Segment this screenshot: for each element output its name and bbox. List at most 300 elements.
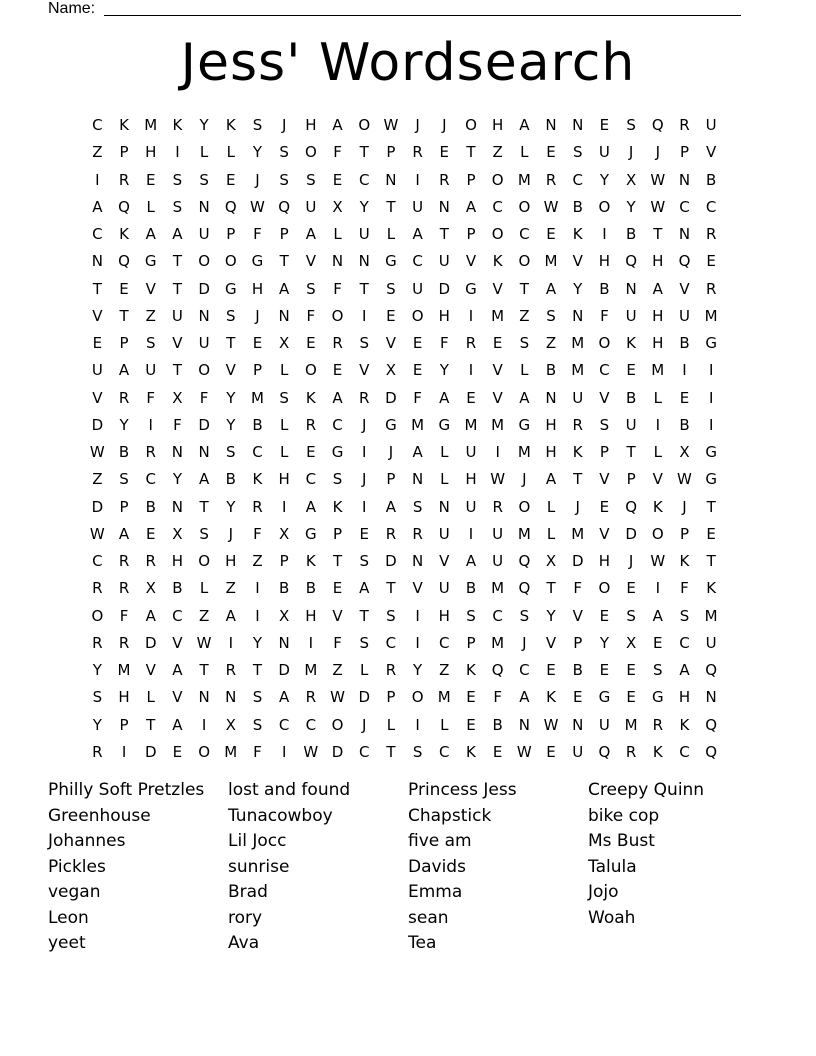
grid-letter: U bbox=[598, 715, 610, 734]
grid-letter: P bbox=[599, 443, 609, 461]
grid-letter: W bbox=[543, 197, 559, 216]
grid-letter: S bbox=[226, 443, 236, 461]
grid-letter: L bbox=[333, 225, 342, 243]
grid-row bbox=[84, 713, 725, 740]
grid-letter: Q bbox=[518, 579, 531, 598]
grid-letter: R bbox=[92, 579, 103, 598]
word-list-item: Davids bbox=[408, 856, 466, 877]
grid-letter: I bbox=[201, 715, 207, 734]
grid-letter: K bbox=[332, 497, 343, 516]
grid-letter: S bbox=[359, 552, 369, 570]
grid-row bbox=[84, 604, 725, 631]
grid-letter: R bbox=[625, 742, 637, 761]
grid-letter: T bbox=[626, 443, 636, 461]
grid-letter: N bbox=[705, 688, 717, 707]
grid-letter: N bbox=[545, 388, 557, 407]
grid-letter: N bbox=[171, 443, 184, 461]
grid-letter: G bbox=[144, 252, 157, 271]
grid-letter: C bbox=[572, 170, 583, 189]
grid-letter: S bbox=[119, 470, 129, 489]
grid-letter: J bbox=[255, 306, 260, 325]
grid-letter: Y bbox=[226, 497, 236, 516]
grid-letter: V bbox=[599, 388, 610, 407]
grid-letter: H bbox=[225, 552, 237, 570]
grid-letter: S bbox=[519, 334, 530, 352]
grid-letter: Q bbox=[118, 197, 130, 216]
grid-letter: C bbox=[358, 170, 370, 189]
grid-letter: Q bbox=[224, 197, 237, 216]
grid-letter: E bbox=[626, 688, 636, 707]
grid-letter: D bbox=[144, 633, 157, 652]
grid-letter: R bbox=[705, 279, 717, 298]
grid-letter: Y bbox=[439, 361, 449, 380]
name-underline bbox=[104, 15, 741, 16]
grid-letter: H bbox=[492, 116, 504, 134]
grid-letter: I bbox=[255, 579, 260, 598]
grid-letter: B bbox=[145, 497, 156, 516]
grid-letter: V bbox=[172, 334, 183, 352]
grid-letter: U bbox=[198, 334, 210, 352]
grid-letter: J bbox=[575, 497, 580, 516]
grid-letter: S bbox=[412, 497, 423, 516]
grid-letter: F bbox=[680, 579, 689, 598]
grid-letter: V bbox=[706, 143, 717, 162]
grid-letter: M bbox=[704, 306, 718, 325]
grid-letter: M bbox=[144, 116, 158, 134]
grid-letter: O bbox=[598, 579, 611, 598]
grid-letter: D bbox=[198, 279, 210, 298]
grid-letter: D bbox=[278, 661, 290, 679]
grid-letter: A bbox=[332, 388, 343, 407]
grid-letter: H bbox=[652, 252, 664, 271]
grid-letter: E bbox=[332, 579, 343, 598]
grid-letter: I bbox=[281, 742, 287, 761]
grid-letter: E bbox=[145, 170, 156, 189]
grid-letter: H bbox=[171, 552, 184, 570]
grid-letter: B bbox=[625, 388, 637, 407]
grid-letter: Q bbox=[625, 252, 637, 271]
grid-letter: O bbox=[198, 552, 210, 570]
grid-letter: N bbox=[198, 688, 210, 707]
grid-letter: R bbox=[652, 715, 663, 734]
grid-letter: E bbox=[172, 742, 183, 761]
grid-letter: Z bbox=[545, 334, 557, 352]
grid-letter: A bbox=[519, 388, 530, 407]
grid-letter: C bbox=[439, 742, 450, 761]
grid-letter: Q bbox=[705, 715, 718, 734]
grid-letter: E bbox=[92, 334, 103, 352]
grid-letter: N bbox=[518, 715, 530, 734]
grid-letter: G bbox=[705, 470, 717, 489]
grid-letter: C bbox=[145, 470, 156, 489]
grid-letter: U bbox=[358, 225, 370, 243]
grid-letter: P bbox=[573, 633, 583, 652]
grid-letter: C bbox=[679, 742, 690, 761]
grid-letter: B bbox=[572, 197, 583, 216]
grid-letter: C bbox=[278, 715, 290, 734]
word-list-item: Ava bbox=[228, 933, 260, 953]
grid-letter: H bbox=[598, 552, 611, 570]
grid-letter: A bbox=[118, 361, 130, 380]
grid-letter: V bbox=[332, 606, 343, 625]
grid-row bbox=[84, 522, 725, 549]
grid-letter: A bbox=[545, 470, 557, 489]
grid-letter: Q bbox=[705, 742, 718, 761]
grid-letter: N bbox=[438, 197, 450, 216]
grid-letter: T bbox=[706, 552, 716, 570]
grid-letter: R bbox=[305, 688, 317, 707]
grid-letter: C bbox=[305, 715, 317, 734]
grid-letter: S bbox=[386, 606, 396, 625]
grid-letter: T bbox=[359, 143, 369, 162]
word-list-item: Ms Bust bbox=[588, 831, 655, 851]
grid-letter: G bbox=[705, 334, 717, 352]
grid-letter: A bbox=[145, 606, 156, 625]
grid-letter: I bbox=[362, 306, 367, 325]
grid-letter: A bbox=[172, 661, 183, 679]
word-list-item: Emma bbox=[408, 882, 463, 902]
grid-letter: U bbox=[625, 306, 637, 325]
grid-letter: N bbox=[91, 252, 103, 271]
word-list-item bbox=[588, 931, 768, 957]
word-list-item: sean bbox=[408, 907, 449, 928]
grid-letter: K bbox=[225, 116, 236, 134]
grid-letter: V bbox=[92, 388, 103, 407]
grid-letter: O bbox=[358, 116, 371, 134]
grid-letter: E bbox=[332, 361, 343, 380]
grid-letter: N bbox=[678, 170, 691, 189]
grid-letter: M bbox=[571, 361, 585, 380]
grid-letter: S bbox=[519, 606, 530, 625]
grid-letter: E bbox=[546, 143, 556, 162]
grid-letter: V bbox=[572, 606, 583, 625]
grid-letter: S bbox=[626, 606, 636, 625]
word-list-item: Philly Soft Pretzles bbox=[48, 780, 205, 800]
grid-letter: H bbox=[438, 306, 450, 325]
grid-letter: R bbox=[118, 579, 130, 598]
grid-letter: T bbox=[119, 306, 129, 325]
grid-letter: H bbox=[145, 143, 157, 162]
grid-letter: S bbox=[386, 279, 396, 298]
grid-letter: W bbox=[196, 633, 212, 652]
grid-letter: T bbox=[386, 579, 396, 598]
grid-letter: X bbox=[279, 334, 290, 352]
grid-row bbox=[84, 222, 725, 249]
grid-letter: Q bbox=[625, 497, 637, 516]
grid-letter: M bbox=[491, 633, 505, 652]
grid-letter: M bbox=[517, 443, 531, 461]
grid-letter: K bbox=[652, 742, 663, 761]
grid-letter: Y bbox=[226, 415, 236, 434]
grid-letter: O bbox=[465, 116, 477, 134]
grid-letter: T bbox=[199, 661, 209, 679]
grid-letter: D bbox=[571, 552, 584, 570]
grid-letter: R bbox=[412, 524, 423, 543]
grid-letter: E bbox=[679, 388, 690, 407]
grid-letter: H bbox=[545, 415, 557, 434]
grid-letter: M bbox=[437, 688, 451, 707]
grid-letter: K bbox=[119, 116, 129, 134]
grid-letter: Y bbox=[359, 197, 369, 216]
grid-letter: G bbox=[651, 688, 664, 707]
grid-letter: E bbox=[626, 361, 636, 380]
grid-letter: R bbox=[679, 116, 690, 134]
grid-letter: Y bbox=[172, 470, 182, 489]
grid-letter: J bbox=[655, 143, 660, 162]
grid-letter: P bbox=[386, 688, 396, 707]
grid-letter: P bbox=[466, 225, 476, 243]
grid-letter: A bbox=[545, 279, 557, 298]
grid-letter: S bbox=[679, 606, 690, 625]
grid-letter: E bbox=[546, 742, 556, 761]
grid-letter: R bbox=[92, 633, 103, 652]
grid-letter: Y bbox=[626, 197, 636, 216]
grid-letter: V bbox=[412, 579, 423, 598]
grid-row bbox=[84, 413, 725, 440]
grid-letter: B bbox=[625, 225, 637, 243]
grid-letter: N bbox=[225, 688, 237, 707]
grid-letter: C bbox=[92, 552, 103, 570]
grid-letter: F bbox=[173, 415, 182, 434]
grid-letter: P bbox=[386, 470, 396, 489]
grid-letter: F bbox=[333, 633, 342, 652]
grid-letter: A bbox=[385, 497, 397, 516]
word-list-item: Tunacowboy bbox=[228, 805, 333, 826]
grid-letter: D bbox=[438, 279, 451, 298]
grid-letter: B bbox=[572, 661, 583, 679]
grid-row bbox=[84, 140, 725, 167]
grid-letter: V bbox=[492, 279, 503, 298]
grid-letter: U bbox=[705, 116, 717, 134]
grid-letter: X bbox=[279, 524, 290, 543]
word-list-item: bike cop bbox=[588, 805, 660, 826]
name-field[interactable] bbox=[48, 0, 748, 20]
grid-letter: I bbox=[148, 415, 153, 434]
word-list-item: Lil Jocc bbox=[228, 831, 287, 851]
grid-letter: K bbox=[546, 688, 556, 707]
grid-letter: R bbox=[465, 334, 477, 352]
grid-letter: N bbox=[572, 715, 584, 734]
grid-letter: C bbox=[439, 633, 450, 652]
grid-letter: L bbox=[386, 225, 396, 243]
grid-letter: O bbox=[651, 524, 664, 543]
grid-letter: V bbox=[599, 470, 610, 489]
grid-letter: B bbox=[679, 334, 690, 352]
grid-letter: V bbox=[305, 252, 316, 271]
grid-letter: W bbox=[490, 470, 506, 489]
grid-letter: B bbox=[545, 361, 557, 380]
grid-letter: D bbox=[385, 388, 397, 407]
grid-letter: B bbox=[679, 415, 690, 434]
grid-letter: I bbox=[121, 742, 127, 761]
grid-letter: S bbox=[653, 661, 663, 679]
grid-letter: C bbox=[385, 633, 397, 652]
grid-letter: X bbox=[385, 361, 397, 380]
grid-letter: S bbox=[572, 143, 583, 162]
grid-letter: R bbox=[385, 661, 397, 679]
grid-letter: F bbox=[413, 388, 422, 407]
grid-letter: S bbox=[279, 170, 289, 189]
grid-letter: E bbox=[599, 661, 610, 679]
grid-letter: E bbox=[145, 524, 156, 543]
grid-letter: I bbox=[708, 388, 714, 407]
grid-letter: O bbox=[411, 306, 424, 325]
grid-letter: P bbox=[679, 524, 689, 543]
grid-letter: V bbox=[172, 688, 183, 707]
grid-letter: H bbox=[251, 279, 264, 298]
grid-letter: E bbox=[226, 170, 236, 189]
grid-letter: E bbox=[492, 334, 503, 352]
grid-letter: L bbox=[386, 715, 396, 734]
grid-letter: R bbox=[359, 388, 370, 407]
grid-letter: S bbox=[306, 279, 316, 298]
grid-letter: M bbox=[491, 306, 505, 325]
grid-letter: Z bbox=[145, 306, 156, 325]
grid-letter: E bbox=[546, 661, 556, 679]
grid-letter: S bbox=[306, 170, 316, 189]
grid-letter: Q bbox=[705, 661, 718, 679]
grid-letter: K bbox=[572, 443, 583, 461]
grid-letter: O bbox=[304, 143, 317, 162]
word-list-item: rory bbox=[228, 907, 263, 928]
grid-letter: Z bbox=[252, 552, 263, 570]
grid-letter: O bbox=[224, 252, 237, 271]
grid-letter: O bbox=[491, 170, 504, 189]
grid-letter: S bbox=[172, 170, 183, 189]
grid-row bbox=[84, 168, 725, 195]
grid-letter: E bbox=[439, 143, 450, 162]
name-label: Name: bbox=[48, 0, 96, 17]
grid-letter: V bbox=[225, 361, 236, 380]
grid-letter: R bbox=[118, 388, 130, 407]
word-list-item: Brad bbox=[228, 882, 268, 902]
grid-letter: V bbox=[545, 633, 557, 652]
grid-letter: S bbox=[252, 715, 263, 734]
word-list bbox=[48, 778, 768, 957]
grid-letter: R bbox=[118, 170, 130, 189]
grid-letter: P bbox=[279, 225, 289, 243]
grid-letter: Q bbox=[278, 197, 291, 216]
grid-letter: E bbox=[706, 524, 716, 543]
grid-letter: U bbox=[91, 361, 103, 380]
grid-letter: W bbox=[89, 443, 105, 461]
grid-letter: T bbox=[146, 715, 156, 734]
word-list-item: Leon bbox=[48, 907, 89, 928]
grid-letter: J bbox=[281, 116, 287, 134]
grid-letter: X bbox=[625, 170, 637, 189]
grid-letter: Y bbox=[92, 661, 102, 679]
grid-letter: R bbox=[492, 497, 503, 516]
grid-letter: K bbox=[252, 470, 263, 489]
grid-letter: H bbox=[652, 334, 664, 352]
grid-letter: G bbox=[438, 415, 451, 434]
grid-letter: Q bbox=[518, 552, 531, 570]
grid-letter: N bbox=[198, 443, 210, 461]
grid-row bbox=[84, 113, 725, 140]
grid-letter: T bbox=[226, 334, 236, 352]
grid-letter: A bbox=[305, 225, 316, 243]
grid-row bbox=[84, 549, 725, 576]
grid-letter: K bbox=[305, 552, 316, 570]
grid-letter: Q bbox=[118, 252, 130, 271]
grid-letter: R bbox=[145, 552, 156, 570]
grid-letter: Z bbox=[225, 579, 236, 598]
grid-letter: F bbox=[333, 279, 342, 298]
grid-letter: L bbox=[653, 388, 662, 407]
grid-letter: G bbox=[385, 415, 397, 434]
grid-letter: S bbox=[252, 116, 263, 134]
grid-letter: H bbox=[118, 688, 130, 707]
grid-letter: N bbox=[411, 470, 424, 489]
grid-letter: C bbox=[519, 661, 530, 679]
grid-letter: C bbox=[492, 197, 503, 216]
grid-letter: W bbox=[650, 552, 666, 570]
grid-letter: T bbox=[653, 225, 663, 243]
grid-letter: U bbox=[465, 497, 477, 516]
grid-letter: F bbox=[253, 742, 262, 761]
grid-letter: N bbox=[171, 497, 184, 516]
grid-letter: I bbox=[708, 415, 714, 434]
grid-letter: B bbox=[279, 579, 290, 598]
grid-letter: L bbox=[279, 415, 289, 434]
grid-letter: D bbox=[91, 497, 104, 516]
grid-letter: I bbox=[415, 633, 420, 652]
grid-letter: V bbox=[145, 279, 156, 298]
grid-letter: S bbox=[92, 688, 103, 707]
grid-letter: T bbox=[386, 742, 396, 761]
grid-letter: J bbox=[415, 116, 420, 134]
grid-letter: R bbox=[545, 170, 557, 189]
grid-letter: U bbox=[572, 388, 584, 407]
grid-letter: V bbox=[172, 633, 183, 652]
grid-letter: A bbox=[225, 606, 236, 625]
grid-letter: M bbox=[704, 606, 718, 625]
word-list-item: Princess Jess bbox=[408, 780, 517, 800]
grid-letter: M bbox=[517, 524, 531, 543]
grid-letter: A bbox=[652, 606, 663, 625]
grid-letter: F bbox=[253, 524, 262, 543]
grid-letter: Y bbox=[573, 279, 583, 298]
grid-letter: G bbox=[224, 279, 237, 298]
grid-letter: X bbox=[172, 388, 183, 407]
grid-letter: V bbox=[599, 524, 610, 543]
grid-letter: S bbox=[199, 524, 209, 543]
grid-letter: Y bbox=[199, 116, 209, 134]
grid-letter: T bbox=[279, 252, 289, 271]
grid-letter: P bbox=[226, 225, 236, 243]
grid-letter: Z bbox=[492, 143, 503, 162]
grid-letter: N bbox=[278, 633, 290, 652]
grid-letter: I bbox=[95, 170, 100, 189]
grid-letter: M bbox=[491, 579, 505, 598]
grid-letter: E bbox=[119, 279, 129, 298]
grid-letter: V bbox=[359, 361, 370, 380]
grid-letter: C bbox=[92, 225, 103, 243]
grid-letter: P bbox=[386, 143, 396, 162]
grid-letter: G bbox=[518, 415, 531, 434]
grid-letter: U bbox=[598, 143, 610, 162]
grid-letter: C bbox=[172, 606, 183, 625]
grid-letter: W bbox=[383, 116, 399, 134]
grid-letter: O bbox=[598, 334, 611, 352]
grid-letter: A bbox=[519, 116, 530, 134]
grid-letter: T bbox=[332, 552, 343, 570]
grid-letter: U bbox=[412, 279, 424, 298]
grid-letter: V bbox=[465, 252, 477, 271]
grid-letter: U bbox=[465, 443, 477, 461]
grid-letter: E bbox=[626, 579, 636, 598]
grid-letter: U bbox=[171, 306, 183, 325]
